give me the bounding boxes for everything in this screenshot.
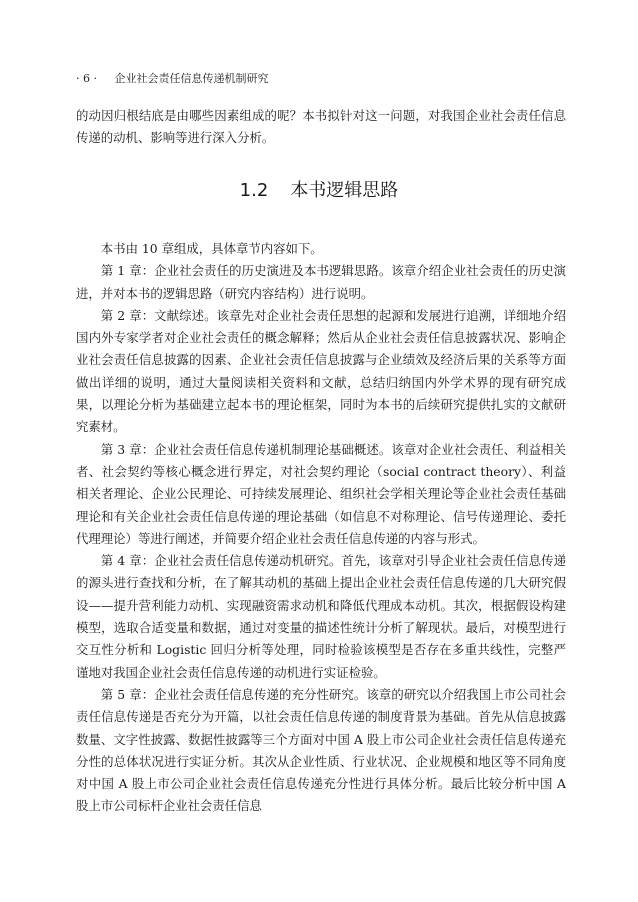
paragraph-chapter-5: 第 5 章：企业社会责任信息传递的充分性研究。该章的研究以介绍我国上市公司社会责任信息传递是否充分为开篇，以社会责任信息传递的制度背景为基础。首先从信息披露数量、文字性披露、数据性披露等三个方面对中国 A 股上市公司企业社会责任信息传递充分性的总体状况进行实证分析。其次从企业性质、行业状况、企业规模和地区等不同角度对中国 A 股上市公司企业社会责任信息传递充分性进行具体分析。最后比较分析中国 A 股上市公司标杆企业社会责任信息 [76,686,566,814]
paragraph-chapter-1: 第 1 章：企业社会责任的历史演进及本书逻辑思路。该章介绍企业社会责任的历史演进，并对本书的逻辑思路（研究内容结构）进行说明。 [76,263,566,301]
paragraph-chapter-4: 第 4 章：企业社会责任信息传递动机研究。首先，该章对引导企业社会责任信息传递的源头进行查找和分析，在了解其动机的基础上提出企业社会责任信息传递的几大研究假设——提升营利能力动机、实现融资需求动机和降低代理成本动机。其次，根据假设构建模型，选取合适变量和数据，通过对变量的描述性统计分析了解现状。最后，对模型进行交互性分析和 Logistic 回归分析等处理，同时检验该模型是否存在多重共线性，完整严谨地对我国企业社会责任信息传递的动机进行实证检验。 [76,553,566,680]
running-header [76,70,566,86]
running-title: 企业社会责任信息传递机制研究 [114,72,269,85]
paragraph-chapter-2: 第 2 章：文献综述。该章先对企业社会责任思想的起源和发展进行追溯，详细地介绍国内外专家学者对企业社会责任的概念解释；然后从企业社会责任信息披露状况、影响企业社会责任信息披露的因素、企业社会责任信息披露与企业绩效及经济后果的关系等方面做出详细的说明，通过大量阅读相关资料和文献，总结归纳国内外学术界的现有研究成果，以理论分析为基础建立起本书的理论框架，同时为本书的后续研究提供扎实的文献研究素材。 [76,307,566,435]
page-number: · 6 · [76,72,97,85]
section-heading [0,176,638,202]
paragraph-chapter-3: 第 3 章：企业社会责任信息传递机制理论基础概述。该章对企业社会责任、利益相关者、社会契约等核心概念进行界定，对社会契约理论（social contract theory）、利益相关者理论、企业公民理论、可持续发展理论、组织社会学相关理论等企业社会责任基础理论和有关企业社会责任信息传递的理论基础（如信息不对称理论、信号传递理论、委托代理理论）等进行阐述，并简要介绍企业社会责任信息传递的内容与形式。 [76,441,566,546]
paragraph-overview: 本书由 10 章组成，具体章节内容如下。 [100,241,323,256]
intro-paragraph: 的动因归根结底是由哪些因素组成的呢？本书拟针对这一问题，对我国企业社会责任信息传递的动机、影响等进行深入分析。 [76,108,566,146]
section-title: 本书逻辑思路 [290,180,399,201]
section-body [76,238,566,818]
section-number: 1.2 [239,180,269,201]
